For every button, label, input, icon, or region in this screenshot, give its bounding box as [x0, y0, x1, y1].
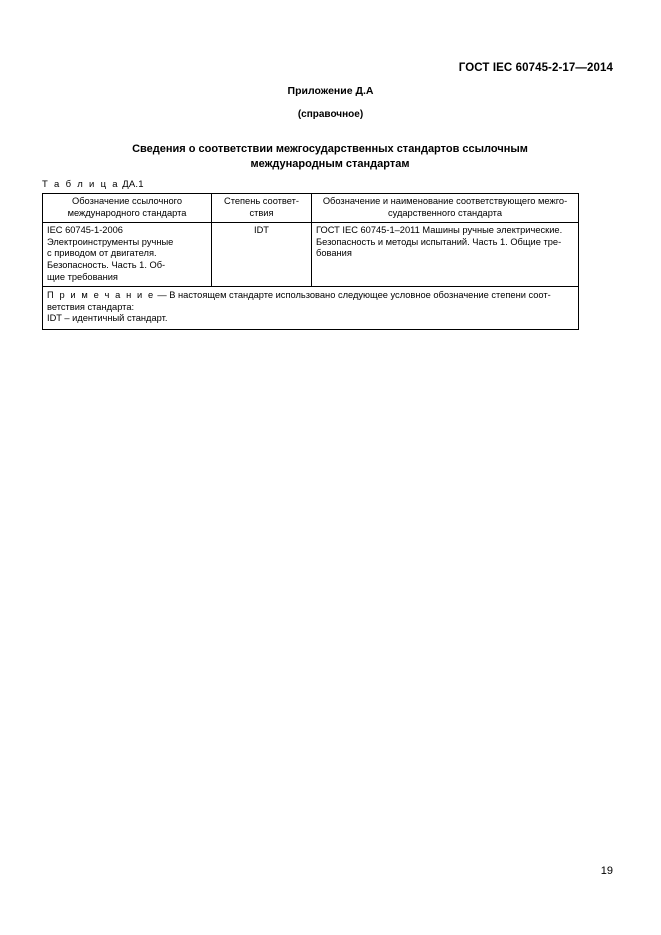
- table-note-row: [43, 287, 579, 330]
- page-title-line-2: международным стандартам: [250, 158, 410, 170]
- page-header-standard-code: ГОСТ IEC 60745-2-17—2014: [458, 62, 613, 74]
- cell-line-2: Электроинструменты ручные: [47, 236, 174, 247]
- table-row: [43, 223, 579, 287]
- note-first-line: [47, 290, 574, 302]
- annex-title: Приложение Д.А: [287, 85, 374, 97]
- cell-line-3: с приводом от двигателя.: [47, 248, 157, 259]
- table-caption-number: ДА.1: [122, 179, 144, 190]
- cell-line-1: ГОСТ IEC 60745-1–2011 Машины ручные электрические.: [316, 225, 563, 236]
- cell-line-3: бования: [316, 248, 352, 259]
- header-line-1: Степень соответ-: [223, 196, 299, 206]
- cell-line-1: IEC 60745-1-2006: [47, 225, 123, 236]
- header-line-1: Обозначение ссылочного: [71, 196, 183, 206]
- header-line-2: международного стандарта: [67, 207, 187, 218]
- table-caption: [42, 179, 144, 190]
- annex-heading-block: [0, 85, 661, 120]
- cell-line-5: щие требования: [47, 271, 118, 282]
- page-number: 19: [600, 865, 613, 877]
- table-header-cell-interstate-standard: [312, 194, 579, 223]
- table-header-cell-conformity-degree: [212, 194, 312, 223]
- header-line-2: ствия: [249, 207, 274, 218]
- cell-conformity-degree: IDT: [212, 223, 312, 287]
- table-header-cell-reference-standard: [43, 194, 212, 223]
- header-line-2: сударственного стандарта: [387, 207, 503, 218]
- cell-line-4: Безопасность. Часть 1. Об-: [47, 259, 166, 270]
- note-text-line-2: ветствия стандарта:: [47, 301, 135, 312]
- page-title-line-1: Сведения о соответствии межгосударственных стандартов ссылочным: [132, 143, 528, 155]
- table-note-cell: [43, 287, 579, 330]
- note-text-line-1: — В настоящем стандарте использовано следующее условное обозначение степени соот-: [157, 290, 551, 301]
- header-line-1: Обозначение и наименование соответствующего межго-: [322, 196, 568, 206]
- cell-reference-standard: [43, 223, 212, 287]
- cell-line-2: Безопасность и методы испытаний. Часть 1. Общие тре-: [316, 236, 562, 247]
- table-header-row: [43, 194, 579, 223]
- cell-interstate-standard: [312, 223, 579, 287]
- table-caption-prefix: Т а б л и ц а: [42, 179, 120, 190]
- note-label: П р и м е ч а н и е: [47, 290, 155, 301]
- annex-subtitle: (справочное): [297, 109, 364, 120]
- note-text-line-3: IDT – идентичный стандарт.: [47, 313, 168, 324]
- page-title: [70, 142, 590, 172]
- correspondence-table: [42, 193, 579, 330]
